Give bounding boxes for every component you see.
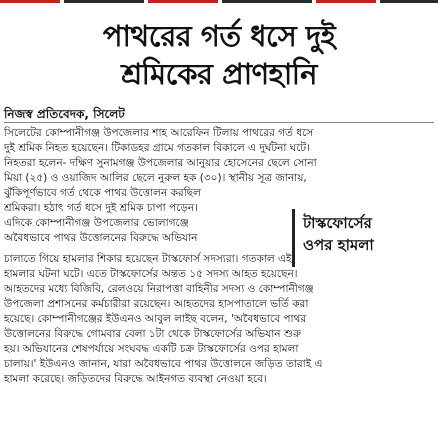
top-bar-segment — [148, 0, 218, 3]
body-line: চালায়।' ইউএনও জানান, যারা অবৈধভাবে পাথর উত্তোলনে জড়িত তারাই এ — [4, 358, 323, 370]
body-line: আহতদের মধ্যে বিজিবি, রেলওয়ে নিরাপত্তা বাহিনীর সদস্য ও কোম্পানীগঞ্জ — [4, 283, 314, 295]
body-line: উপজেলা প্রশাসনের কর্মচারীরা রয়েছেন। আহতদের হাসপাতালে ভর্তি করা — [4, 298, 309, 310]
top-bar-segment — [380, 0, 438, 3]
body-line: উত্তোলনের বিরুদ্ধে গোমবার বেলা ১টা থেকে টাস্কফোর্সের অভিযান শুরু — [4, 328, 301, 340]
byline-divider — [4, 122, 434, 123]
sidebar-title-line-2: ওপর হামলা — [303, 236, 374, 254]
body-line: চালাতে গিয়ে হামলার শিকার হয়েছেন টাস্কফোর্স সদস্যরা। গতকাল এই — [4, 253, 292, 265]
body-line: হয়। অভিযানের শেষপর্যায়ে সংঘবদ্ধ একটি চক্র টাস্কফোর্সের ওপর হামলা — [4, 343, 299, 355]
body-line: হয়েছে। কোম্পানীগঞ্জের ইউএনও আবুল লাইছ বলেন, 'অবৈধভাবে পাথর — [4, 313, 307, 325]
byline: নিজস্ব প্রতিবেদক, সিলেট — [4, 107, 125, 121]
headline-line-2: শ্রমিকের প্রাণহানি — [121, 57, 317, 91]
body-line: সিলেটের কোম্পানীগঞ্জ উপজেলার শাহ আরেফিন টিলায় পাথরের গর্ত ধসে — [4, 127, 314, 139]
body-line: নিহতরা হলেন- দক্ষিণ সুনামগঞ্জ উপজেলার আনুয়ার হোসেনের ছেলে সোনা — [4, 157, 317, 169]
body-line: শ্রমিকরা। হঠাৎ গর্ত ধসে দুই শ্রমিক চাপা পড়েন। — [4, 202, 198, 214]
sidebar-title-line-1: টাস্কফোর্সের — [303, 214, 372, 232]
body-line: ঝুঁকিপূর্ণভাবে গর্ত থেকে পাথর উত্তোলন করছিল — [4, 187, 201, 199]
body-line: অবৈধভাবে পাথর উত্তোলনের বিরুদ্ধে অভিযান — [4, 232, 198, 244]
body-line: এদিকে কোম্পানীগঞ্জ উপজেলার ভোলাগঞ্জে — [4, 217, 189, 229]
top-bar-segment — [316, 0, 376, 3]
body-line: মিয়া (২৫) ও ওয়াজিদ আলির ছেলে নুরুল হক (৩০)। স্থানীয় সূত্র জানায়, — [4, 172, 307, 184]
top-bar-segment — [0, 0, 60, 3]
body-line: দুই শ্রমিক নিহত হয়েছেন। টিকাডহর গ্রামে গতকাল বিকালে এ দুর্ঘটনা ঘটে। — [4, 142, 310, 154]
top-bar-segment — [222, 0, 312, 3]
body-line: হামলার ঘটনা ঘটে। এতে টাস্কফোর্সের অন্তত ১৫ সদস্য আহত হয়েছেন। — [4, 268, 298, 280]
top-bar-segment — [64, 0, 144, 3]
body-line: হামলা করেছে। জড়িতদের বিরুদ্ধে আইনগত ব্যবস্থা নেওয়া হবে। — [4, 373, 267, 385]
headline-line-1: পাথরের গর্ত ধসে দুই — [102, 19, 336, 53]
